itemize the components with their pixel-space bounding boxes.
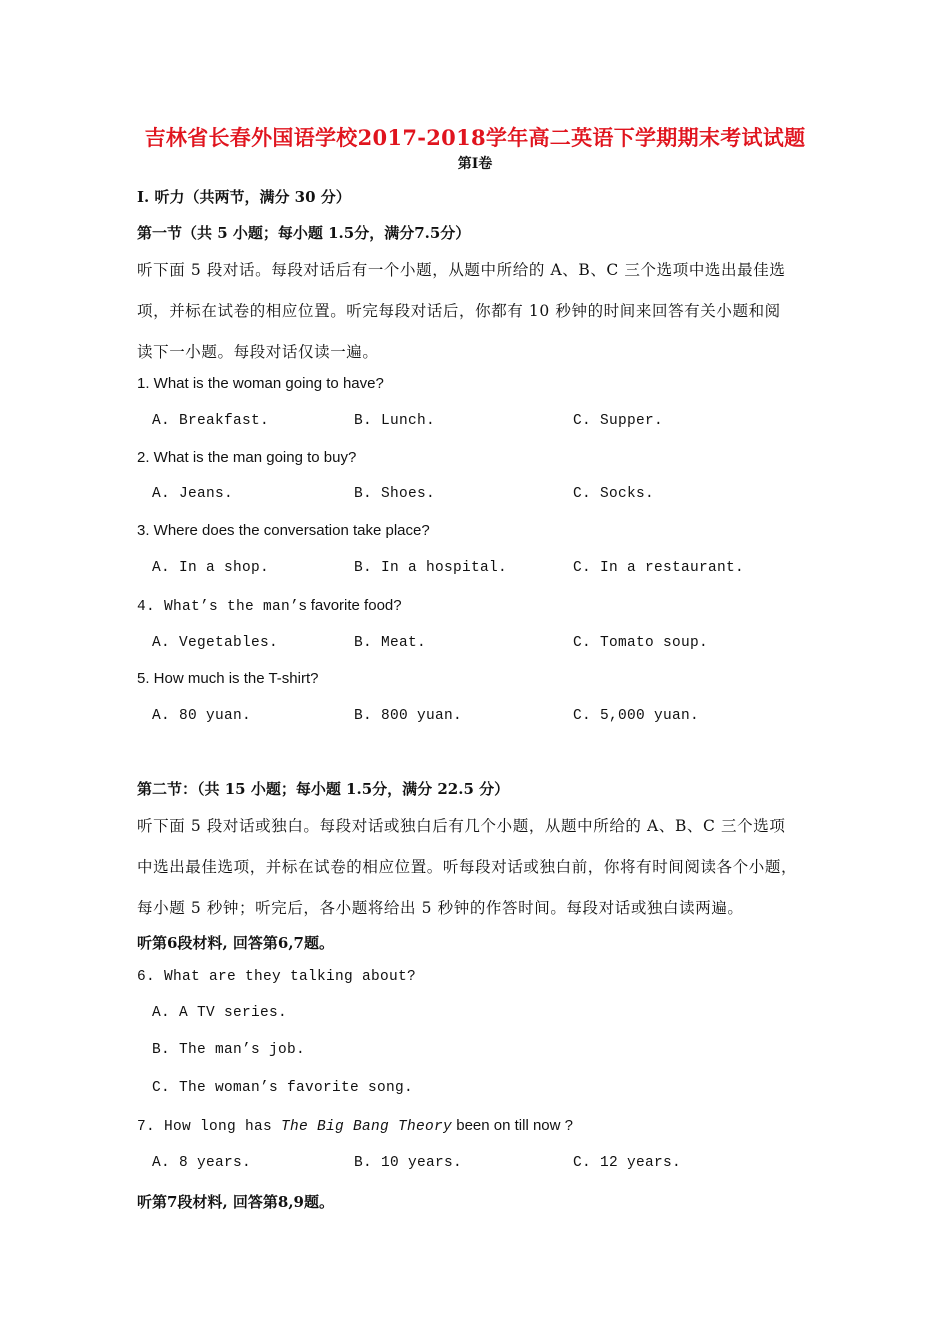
q5-option-a: A. 80 yuan. (152, 708, 252, 724)
question-4 (137, 596, 402, 615)
question-7-show-title: The Big Bang Theory (281, 1119, 453, 1135)
q5-option-c: C. 5,000 yuan. (573, 708, 700, 724)
section1-instruction-line: 听下面 5 段对话。每段对话后有一个小题，从题中所给的 A、B、C 三个选项中选出最佳选 (137, 261, 786, 279)
question-3: 3. Where does the conversation take place? (137, 522, 430, 539)
q1-option-a: A. Breakfast. (152, 413, 270, 429)
material-6-heading: 听第6段材料, 回答第6,7题。 (137, 934, 334, 952)
q4-option-c: C. Tomato soup. (573, 635, 709, 651)
section2-instruction-line: 中选出最佳选项，并标在试卷的相应位置。听每段对话或独白前，你将有时间阅读各个小题， (137, 858, 798, 876)
q2-option-a: A. Jeans. (152, 486, 234, 502)
q7-option-a: A. 8 years. (152, 1155, 252, 1171)
q3-option-b: B. In a hospital. (354, 560, 508, 576)
q4-option-b: B. Meat. (354, 635, 427, 651)
section2-heading: 第二节：（共 15 小题；每小题 1.5分，满分 22.5 分） (137, 780, 510, 798)
q7-option-c: C. 12 years. (573, 1155, 682, 1171)
section1-instruction-line: 读下一小题。每段对话仅读一遍。 (137, 343, 379, 361)
question-7 (137, 1116, 573, 1135)
question-4-suffix: s favorite food? (299, 597, 402, 614)
q1-option-c: C. Supper. (573, 413, 664, 429)
q7-option-b: B. 10 years. (354, 1155, 463, 1171)
part1-heading: I. 听力（共两节，满分 30 分） (137, 188, 351, 206)
section2-instruction-line: 每小题 5 秒钟；听完后，各小题将给出 5 秒钟的作答时间。每段对话或独白读两遍。 (137, 899, 744, 917)
q3-option-c: C. In a restaurant. (573, 560, 745, 576)
question-2: 2. What is the man going to buy? (137, 449, 357, 466)
q3-option-a: A. In a shop. (152, 560, 270, 576)
question-1: 1. What is the woman going to have? (137, 375, 384, 392)
q2-option-c: C. Socks. (573, 486, 655, 502)
volume-label: 第Ⅰ卷 (457, 156, 493, 172)
question-5: 5. How much is the T-shirt? (137, 670, 319, 687)
q6-option-a: A. A TV series. (152, 1005, 288, 1021)
section2-instruction-line: 听下面 5 段对话或独白。每段对话或独白后有几个小题，从题中所给的 A、B、C 三个选项 (137, 817, 786, 835)
q4-option-a: A. Vegetables. (152, 635, 279, 651)
material-7-heading: 听第7段材料, 回答第8,9题。 (137, 1193, 334, 1211)
q6-option-b: B. The man’s job. (152, 1042, 306, 1058)
q1-option-b: B. Lunch. (354, 413, 436, 429)
question-7-suffix: been on till now ? (452, 1117, 573, 1134)
question-6: 6. What are they talking about? (137, 969, 417, 985)
page-title: 吉林省长春外国语学校2017-2018学年高二英语下学期期末考试试题 (144, 125, 806, 150)
q5-option-b: B. 800 yuan. (354, 708, 463, 724)
question-4-prefix: 4. What’s the man’ (137, 599, 300, 615)
q6-option-c: C. The woman’s favorite song. (152, 1080, 414, 1096)
q2-option-b: B. Shoes. (354, 486, 436, 502)
section1-heading: 第一节（共 5 小题；每小题 1.5分，满分7.5分） (137, 224, 471, 242)
section1-instruction-line: 项，并标在试卷的相应位置。听完每段对话后，你都有 10 秒钟的时间来回答有关小题和阅 (137, 302, 781, 320)
question-7-prefix: 7. How long has (137, 1119, 282, 1135)
